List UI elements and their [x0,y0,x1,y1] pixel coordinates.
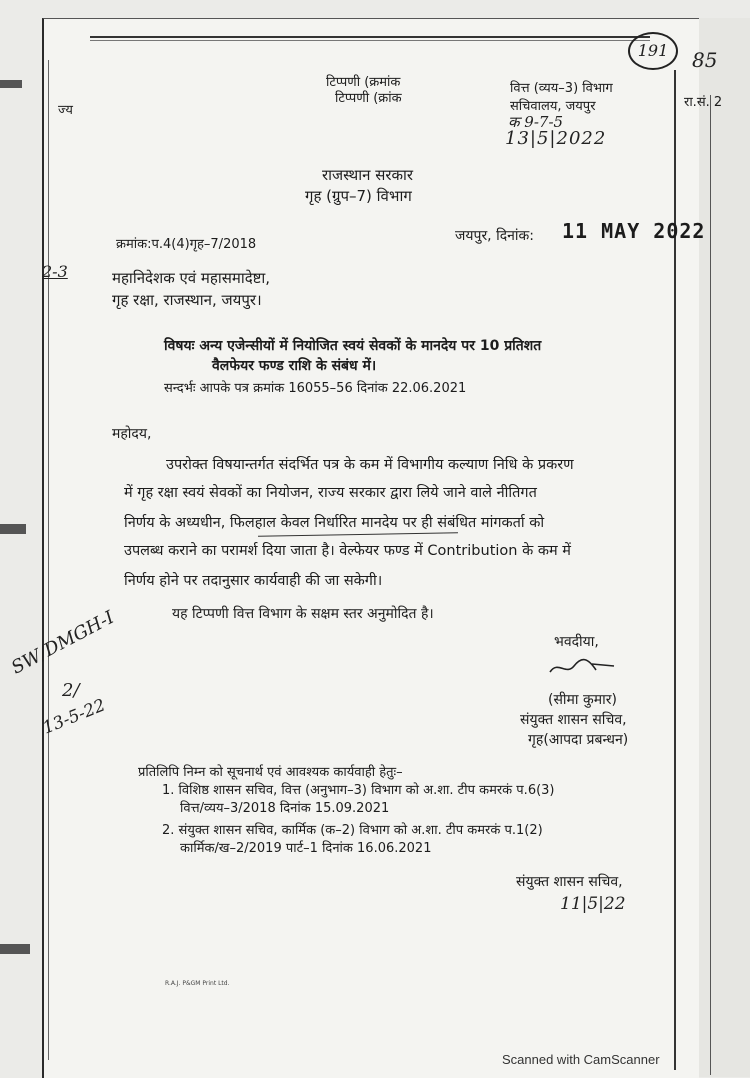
date-stamp: 11 MAY 2022 [562,219,706,243]
subject-line2: वैलफेयर फण्ड राशि के संबंध में। [212,358,377,374]
subject-reference: सन्दर्भः आपके पत्र क्रमांक 16055–56 दिनांक 22.06.2021 [164,381,467,396]
note-number-line1: टिप्पणी (क्रमांक [326,75,401,90]
right-strip-rule [710,95,711,1075]
top-rule-thin [90,40,650,41]
copy-item1-line1: 1. विशिष्ठ शासन सचिव, वित्त (अनुभाग–3) विभाग को अ.शा. टीप कमरकं प.6(3) [162,783,555,798]
salutation: महोदय, [112,426,152,442]
printer-mark: R.A.J. P&GM Print Ltd. [165,980,230,987]
finance-dept-number: क 9-7-5 [508,113,564,131]
addressee-line1: महानिदेशक एवं महासमादेष्टा, [112,269,271,287]
body-line: उपरोक्त विषयान्तर्गत संदर्भित पत्र के कम में विभागीय कल्याण निधि के प्रकरण [166,457,574,473]
bottom-designation: संयुक्त शासन सचिव, [516,874,623,890]
body-line: निर्णय होने पर तदानुसार कार्यवाही की जा सकेगी। [124,573,383,589]
subject-line1: विषयः अन्य एजेन्सीयों में नियोजित स्वयं सेवकों के मानदेय पर 10 प्रतिशत [164,338,542,354]
margin-note-line2: 2/ [62,680,80,701]
signatory-department: गृह(आपदा प्रबन्धन) [528,732,629,748]
finance-dept-line2: सचिवालय, जयपुर [510,99,596,114]
closing: भवदीया, [554,634,599,650]
margin-note-line3: 13-5-22 [40,695,109,739]
note-number-line2: टिप्पणी (क्रांक [335,91,402,106]
signature-scribble [548,654,618,680]
body-line: निर्णय के अध्यधीन, फिलहाल केवल निर्धारित मानदेय पर ही संबंधित मांगकर्ता को [124,515,545,531]
body-line: में गृह रक्षा स्वयं सेवकों का नियोजन, राज्य सरकार द्वारा लिये जाने वाले नीतिगत [124,485,537,501]
side-register-mark: रा.सं. 2 [684,95,723,110]
copy-item2-line2: कार्मिक/ख–2/2019 पार्ट–1 दिनांक 16.06.2021 [180,841,432,856]
punch-mark [0,944,30,954]
copy-item2-line1: 2. संयुक्त शासन सचिव, कार्मिक (क–2) विभाग को अ.शा. टीप कमरकं प.1(2) [162,823,543,838]
finance-dept-date: 13|5|2022 [505,128,607,149]
copy-item1-line2: वित्त/व्यय–3/2018 दिनांक 15.09.2021 [180,801,390,816]
bottom-hand-date: 11|5|22 [560,894,626,914]
page-number: 85 [692,48,718,72]
left-corner-mark: ज्य [58,103,73,118]
margin-note-line1: SW/DMGH-I [8,606,118,679]
signatory-designation: संयुक्त शासन सचिव, [520,712,627,728]
punch-mark [0,524,26,534]
circled-number: 191 [628,32,678,70]
signatory-name: (सीमा कुमार) [548,692,617,708]
margin-annotation: 2-3 [42,262,68,281]
addressee-line2: गृह रक्षा, राजस्थान, जयपुर। [112,291,262,309]
department-title: गृह (ग्रुप–7) विभाग [305,187,412,205]
reference-number: क्रमांक:प.4(4)गृह–7/2018 [116,237,257,252]
copy-heading: प्रतिलिपि निम्न को सूचनार्थ एवं आवश्यक कार्यवाही हेतुः– [138,765,403,780]
camscanner-watermark: Scanned with CamScanner [502,1052,660,1067]
body-line: उपलब्ध कराने का परामर्श दिया जाता है। वेल्फेयर फण्ड में Contribution के कम में [124,543,571,559]
approval-note: यह टिप्पणी वित्त विभाग के सक्षम स्तर अनुमोदित है। [172,606,434,622]
left-margin-rule [48,60,49,1060]
place-date-label: जयपुर, दिनांक: [455,228,535,244]
finance-dept-line1: वित्त (व्यय–3) विभाग [510,81,613,96]
punch-mark [0,80,22,88]
top-rule [90,36,650,38]
right-margin-strip [697,18,750,1077]
government-title: राजस्थान सरकार [322,166,414,184]
